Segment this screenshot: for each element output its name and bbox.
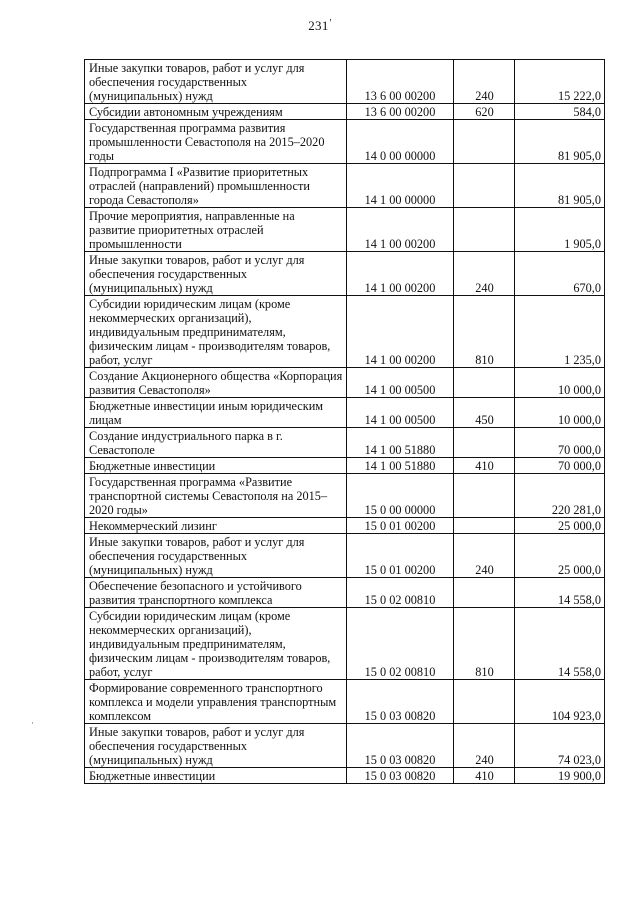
page-mark: '	[329, 18, 332, 29]
row-amount: 74 023,0	[515, 724, 605, 768]
row-amount: 14 558,0	[515, 578, 605, 608]
row-name: Бюджетные инвестиции	[85, 458, 347, 474]
row-amount: 1 235,0	[515, 296, 605, 368]
row-amount: 584,0	[515, 104, 605, 120]
row-target-code: 15 0 01 00200	[347, 534, 454, 578]
page-number: 231'	[308, 18, 332, 33]
row-amount: 25 000,0	[515, 534, 605, 578]
row-amount: 25 000,0	[515, 518, 605, 534]
row-amount: 1 905,0	[515, 208, 605, 252]
table-row	[85, 252, 605, 296]
row-target-code: 15 0 03 00820	[347, 724, 454, 768]
row-amount: 10 000,0	[515, 398, 605, 428]
row-expense-type: 810	[454, 296, 515, 368]
row-amount: 15 222,0	[515, 60, 605, 104]
row-target-code: 13 6 00 00200	[347, 104, 454, 120]
row-amount: 70 000,0	[515, 458, 605, 474]
row-name: Формирование современного транспортного комплекса и модели управления транспортным комплексом	[85, 680, 347, 724]
row-name: Некоммерческий лизинг	[85, 518, 347, 534]
row-expense-type: 620	[454, 104, 515, 120]
row-expense-type	[454, 680, 515, 724]
table-row	[85, 608, 605, 680]
row-name: Подпрограмма I «Развитие приоритетных отраслей (направлений) промышленности города Севастополя»	[85, 164, 347, 208]
table-row	[85, 534, 605, 578]
row-expense-type: 240	[454, 252, 515, 296]
row-amount: 19 900,0	[515, 768, 605, 784]
row-expense-type: 240	[454, 534, 515, 578]
table-row	[85, 724, 605, 768]
row-expense-type: 240	[454, 724, 515, 768]
row-amount: 104 923,0	[515, 680, 605, 724]
row-name: Бюджетные инвестиции иным юридическим лицам	[85, 398, 347, 428]
row-expense-type: 240	[454, 60, 515, 104]
row-amount: 10 000,0	[515, 368, 605, 398]
row-target-code: 14 1 00 00500	[347, 398, 454, 428]
table-row	[85, 458, 605, 474]
row-target-code: 15 0 02 00810	[347, 608, 454, 680]
row-amount: 70 000,0	[515, 428, 605, 458]
row-target-code: 15 0 00 00000	[347, 474, 454, 518]
row-expense-type: 410	[454, 768, 515, 784]
row-name: Прочие мероприятия, направленные на развитие приоритетных отраслей промышленности	[85, 208, 347, 252]
table-row	[85, 296, 605, 368]
row-amount: 81 905,0	[515, 120, 605, 164]
margin-mark: ·	[31, 718, 34, 728]
row-name: Государственная программа развития промышленности Севастополя на 2015–2020 годы	[85, 120, 347, 164]
row-name: Государственная программа «Развитие транспортной системы Севастополя на 2015–2020 годы»	[85, 474, 347, 518]
budget-table	[84, 59, 605, 784]
table-row	[85, 518, 605, 534]
row-target-code: 14 0 00 00000	[347, 120, 454, 164]
table-row	[85, 368, 605, 398]
row-name: Создание индустриального парка в г. Севастополе	[85, 428, 347, 458]
table-row	[85, 208, 605, 252]
row-expense-type	[454, 518, 515, 534]
row-target-code: 14 1 00 51880	[347, 428, 454, 458]
row-expense-type	[454, 120, 515, 164]
table-row	[85, 680, 605, 724]
row-target-code: 15 0 03 00820	[347, 768, 454, 784]
table-row	[85, 474, 605, 518]
table-row	[85, 120, 605, 164]
table-row	[85, 428, 605, 458]
table-row	[85, 578, 605, 608]
row-target-code: 15 0 02 00810	[347, 578, 454, 608]
row-expense-type	[454, 428, 515, 458]
row-amount: 81 905,0	[515, 164, 605, 208]
row-target-code: 15 0 03 00820	[347, 680, 454, 724]
row-target-code: 13 6 00 00200	[347, 60, 454, 104]
row-name: Субсидии автономным учреждениям	[85, 104, 347, 120]
table-row	[85, 768, 605, 784]
row-expense-type: 450	[454, 398, 515, 428]
row-name: Иные закупки товаров, работ и услуг для обеспечения государственных (муниципальных) нужд	[85, 534, 347, 578]
row-target-code: 14 1 00 00200	[347, 208, 454, 252]
row-expense-type	[454, 578, 515, 608]
row-expense-type: 810	[454, 608, 515, 680]
row-name: Иные закупки товаров, работ и услуг для обеспечения государственных (муниципальных) нужд	[85, 724, 347, 768]
row-name: Бюджетные инвестиции	[85, 768, 347, 784]
row-name: Обеспечение безопасного и устойчивого развития транспортного комплекса	[85, 578, 347, 608]
row-expense-type	[454, 164, 515, 208]
table-row	[85, 398, 605, 428]
row-expense-type	[454, 208, 515, 252]
row-name: Субсидии юридическим лицам (кроме некоммерческих организаций), индивидуальным предпринимателям, физическим лицам - производителям товаров, работ, услуг	[85, 296, 347, 368]
budget-table-body	[85, 60, 605, 784]
row-name: Субсидии юридическим лицам (кроме некоммерческих организаций), индивидуальным предпринимателям, физическим лицам - производителям товаров, работ, услуг	[85, 608, 347, 680]
table-row	[85, 164, 605, 208]
row-target-code: 15 0 01 00200	[347, 518, 454, 534]
row-amount: 220 281,0	[515, 474, 605, 518]
row-expense-type	[454, 368, 515, 398]
row-target-code: 14 1 00 51880	[347, 458, 454, 474]
row-target-code: 14 1 00 00500	[347, 368, 454, 398]
row-target-code: 14 1 00 00200	[347, 252, 454, 296]
row-amount: 670,0	[515, 252, 605, 296]
row-target-code: 14 1 00 00200	[347, 296, 454, 368]
row-expense-type	[454, 474, 515, 518]
row-amount: 14 558,0	[515, 608, 605, 680]
table-row	[85, 60, 605, 104]
row-name: Иные закупки товаров, работ и услуг для обеспечения государственных (муниципальных) нужд	[85, 252, 347, 296]
row-expense-type: 410	[454, 458, 515, 474]
row-name: Иные закупки товаров, работ и услуг для обеспечения государственных (муниципальных) нужд	[85, 60, 347, 104]
row-target-code: 14 1 00 00000	[347, 164, 454, 208]
table-row	[85, 104, 605, 120]
row-name: Создание Акционерного общества «Корпорация развития Севастополя»	[85, 368, 347, 398]
